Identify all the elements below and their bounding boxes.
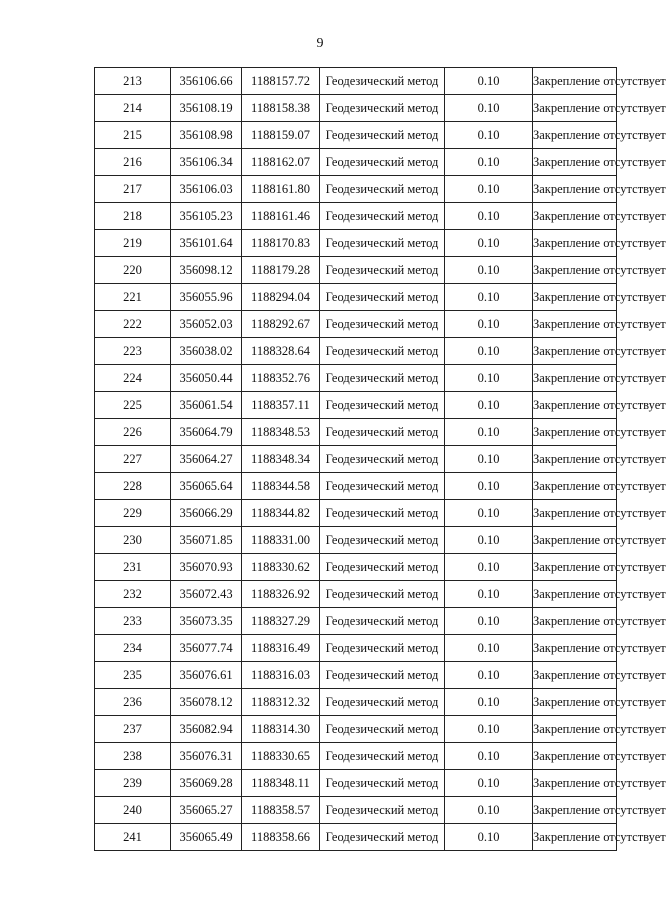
point-number-cell: 234 xyxy=(95,635,171,662)
method-cell: Геодезический метод xyxy=(320,608,445,635)
y-coordinate-cell: 1188294.04 xyxy=(242,284,320,311)
point-number-cell: 229 xyxy=(95,500,171,527)
point-number-cell: 218 xyxy=(95,203,171,230)
x-coordinate-cell: 356076.31 xyxy=(171,743,242,770)
table-row xyxy=(95,500,617,527)
fixing-note-cell: Закрепление отсутствует xyxy=(533,419,617,446)
method-cell: Геодезический метод xyxy=(320,68,445,95)
y-coordinate-cell: 1188158.38 xyxy=(242,95,320,122)
method-cell: Геодезический метод xyxy=(320,230,445,257)
method-cell: Геодезический метод xyxy=(320,122,445,149)
point-number-cell: 237 xyxy=(95,716,171,743)
fixing-note-cell: Закрепление отсутствует xyxy=(533,500,617,527)
table-row xyxy=(95,176,617,203)
y-coordinate-cell: 1188161.80 xyxy=(242,176,320,203)
accuracy-cell: 0.10 xyxy=(445,230,533,257)
point-number-cell: 239 xyxy=(95,770,171,797)
fixing-note-cell: Закрепление отсутствует xyxy=(533,608,617,635)
accuracy-cell: 0.10 xyxy=(445,284,533,311)
y-coordinate-cell: 1188348.34 xyxy=(242,446,320,473)
accuracy-cell: 0.10 xyxy=(445,203,533,230)
table-row xyxy=(95,635,617,662)
point-number-cell: 238 xyxy=(95,743,171,770)
accuracy-cell: 0.10 xyxy=(445,554,533,581)
fixing-note-cell: Закрепление отсутствует xyxy=(533,581,617,608)
coordinates-table-body xyxy=(95,68,666,851)
table-row xyxy=(95,95,617,122)
fixing-note-cell: Закрепление отсутствует xyxy=(533,770,617,797)
table-row xyxy=(95,581,617,608)
fixing-note-cell: Закрепление отсутствует xyxy=(533,338,617,365)
table-row xyxy=(95,419,617,446)
method-cell: Геодезический метод xyxy=(320,419,445,446)
table-row xyxy=(95,689,617,716)
method-cell: Геодезический метод xyxy=(320,338,445,365)
y-coordinate-cell: 1188161.46 xyxy=(242,203,320,230)
method-cell: Геодезический метод xyxy=(320,149,445,176)
fixing-note-cell: Закрепление отсутствует xyxy=(533,257,617,284)
y-coordinate-cell: 1188316.03 xyxy=(242,662,320,689)
page-number: 9 xyxy=(316,36,324,51)
table-row xyxy=(95,473,617,500)
y-coordinate-cell: 1188330.65 xyxy=(242,743,320,770)
method-cell: Геодезический метод xyxy=(320,176,445,203)
point-number-cell: 230 xyxy=(95,527,171,554)
table-row xyxy=(95,743,617,770)
table-row xyxy=(95,284,617,311)
method-cell: Геодезический метод xyxy=(320,446,445,473)
accuracy-cell: 0.10 xyxy=(445,662,533,689)
table-row xyxy=(95,662,617,689)
method-cell: Геодезический метод xyxy=(320,797,445,824)
accuracy-cell: 0.10 xyxy=(445,95,533,122)
method-cell: Геодезический метод xyxy=(320,203,445,230)
x-coordinate-cell: 356070.93 xyxy=(171,554,242,581)
table-row xyxy=(95,338,617,365)
accuracy-cell: 0.10 xyxy=(445,797,533,824)
table-row xyxy=(95,527,617,554)
table-row xyxy=(95,311,617,338)
x-coordinate-cell: 356055.96 xyxy=(171,284,242,311)
point-number-cell: 225 xyxy=(95,392,171,419)
coordinates-table xyxy=(94,67,666,851)
point-number-cell: 227 xyxy=(95,446,171,473)
y-coordinate-cell: 1188357.11 xyxy=(242,392,320,419)
x-coordinate-cell: 356098.12 xyxy=(171,257,242,284)
point-number-cell: 241 xyxy=(95,824,171,851)
fixing-note-cell: Закрепление отсутствует xyxy=(533,284,617,311)
method-cell: Геодезический метод xyxy=(320,95,445,122)
point-number-cell: 216 xyxy=(95,149,171,176)
x-coordinate-cell: 356064.79 xyxy=(171,419,242,446)
accuracy-cell: 0.10 xyxy=(445,122,533,149)
method-cell: Геодезический метод xyxy=(320,554,445,581)
fixing-note-cell: Закрепление отсутствует xyxy=(533,392,617,419)
y-coordinate-cell: 1188179.28 xyxy=(242,257,320,284)
fixing-note-cell: Закрепление отсутствует xyxy=(533,635,617,662)
y-coordinate-cell: 1188328.64 xyxy=(242,338,320,365)
table-row xyxy=(95,770,617,797)
x-coordinate-cell: 356065.49 xyxy=(171,824,242,851)
accuracy-cell: 0.10 xyxy=(445,689,533,716)
fixing-note-cell: Закрепление отсутствует xyxy=(533,446,617,473)
x-coordinate-cell: 356082.94 xyxy=(171,716,242,743)
y-coordinate-cell: 1188327.29 xyxy=(242,608,320,635)
x-coordinate-cell: 356071.85 xyxy=(171,527,242,554)
point-number-cell: 240 xyxy=(95,797,171,824)
x-coordinate-cell: 356061.54 xyxy=(171,392,242,419)
y-coordinate-cell: 1188358.66 xyxy=(242,824,320,851)
fixing-note-cell: Закрепление отсутствует xyxy=(533,203,617,230)
x-coordinate-cell: 356105.23 xyxy=(171,203,242,230)
accuracy-cell: 0.10 xyxy=(445,608,533,635)
accuracy-cell: 0.10 xyxy=(445,419,533,446)
y-coordinate-cell: 1188344.58 xyxy=(242,473,320,500)
x-coordinate-cell: 356069.28 xyxy=(171,770,242,797)
method-cell: Геодезический метод xyxy=(320,311,445,338)
table-row xyxy=(95,230,617,257)
method-cell: Геодезический метод xyxy=(320,392,445,419)
x-coordinate-cell: 356101.64 xyxy=(171,230,242,257)
accuracy-cell: 0.10 xyxy=(445,149,533,176)
point-number-cell: 217 xyxy=(95,176,171,203)
method-cell: Геодезический метод xyxy=(320,581,445,608)
point-number-cell: 233 xyxy=(95,608,171,635)
y-coordinate-cell: 1188331.00 xyxy=(242,527,320,554)
x-coordinate-cell: 356108.98 xyxy=(171,122,242,149)
x-coordinate-cell: 356066.29 xyxy=(171,500,242,527)
accuracy-cell: 0.10 xyxy=(445,527,533,554)
y-coordinate-cell: 1188348.11 xyxy=(242,770,320,797)
y-coordinate-cell: 1188330.62 xyxy=(242,554,320,581)
point-number-cell: 232 xyxy=(95,581,171,608)
accuracy-cell: 0.10 xyxy=(445,473,533,500)
table-row xyxy=(95,824,617,851)
point-number-cell: 220 xyxy=(95,257,171,284)
table-row xyxy=(95,392,617,419)
y-coordinate-cell: 1188314.30 xyxy=(242,716,320,743)
table-row xyxy=(95,68,617,95)
x-coordinate-cell: 356076.61 xyxy=(171,662,242,689)
accuracy-cell: 0.10 xyxy=(445,716,533,743)
x-coordinate-cell: 356078.12 xyxy=(171,689,242,716)
x-coordinate-cell: 356065.27 xyxy=(171,797,242,824)
fixing-note-cell: Закрепление отсутствует xyxy=(533,311,617,338)
fixing-note-cell: Закрепление отсутствует xyxy=(533,68,617,95)
point-number-cell: 215 xyxy=(95,122,171,149)
x-coordinate-cell: 356038.02 xyxy=(171,338,242,365)
x-coordinate-cell: 356072.43 xyxy=(171,581,242,608)
table-row xyxy=(95,203,617,230)
point-number-cell: 222 xyxy=(95,311,171,338)
fixing-note-cell: Закрепление отсутствует xyxy=(533,824,617,851)
x-coordinate-cell: 356052.03 xyxy=(171,311,242,338)
method-cell: Геодезический метод xyxy=(320,527,445,554)
table-row xyxy=(95,446,617,473)
fixing-note-cell: Закрепление отсутствует xyxy=(533,689,617,716)
accuracy-cell: 0.10 xyxy=(445,500,533,527)
accuracy-cell: 0.10 xyxy=(445,581,533,608)
point-number-cell: 219 xyxy=(95,230,171,257)
accuracy-cell: 0.10 xyxy=(445,365,533,392)
method-cell: Геодезический метод xyxy=(320,716,445,743)
point-number-cell: 224 xyxy=(95,365,171,392)
method-cell: Геодезический метод xyxy=(320,635,445,662)
method-cell: Геодезический метод xyxy=(320,662,445,689)
method-cell: Геодезический метод xyxy=(320,743,445,770)
y-coordinate-cell: 1188159.07 xyxy=(242,122,320,149)
accuracy-cell: 0.10 xyxy=(445,743,533,770)
y-coordinate-cell: 1188326.92 xyxy=(242,581,320,608)
point-number-cell: 223 xyxy=(95,338,171,365)
x-coordinate-cell: 356073.35 xyxy=(171,608,242,635)
y-coordinate-cell: 1188312.32 xyxy=(242,689,320,716)
x-coordinate-cell: 356065.64 xyxy=(171,473,242,500)
fixing-note-cell: Закрепление отсутствует xyxy=(533,149,617,176)
table-row xyxy=(95,608,617,635)
y-coordinate-cell: 1188170.83 xyxy=(242,230,320,257)
point-number-cell: 214 xyxy=(95,95,171,122)
fixing-note-cell: Закрепление отсутствует xyxy=(533,473,617,500)
table-row xyxy=(95,122,617,149)
point-number-cell: 228 xyxy=(95,473,171,500)
method-cell: Геодезический метод xyxy=(320,770,445,797)
method-cell: Геодезический метод xyxy=(320,257,445,284)
fixing-note-cell: Закрепление отсутствует xyxy=(533,176,617,203)
y-coordinate-cell: 1188348.53 xyxy=(242,419,320,446)
point-number-cell: 226 xyxy=(95,419,171,446)
accuracy-cell: 0.10 xyxy=(445,311,533,338)
y-coordinate-cell: 1188316.49 xyxy=(242,635,320,662)
table-row xyxy=(95,149,617,176)
accuracy-cell: 0.10 xyxy=(445,824,533,851)
fixing-note-cell: Закрепление отсутствует xyxy=(533,230,617,257)
method-cell: Геодезический метод xyxy=(320,284,445,311)
accuracy-cell: 0.10 xyxy=(445,392,533,419)
fixing-note-cell: Закрепление отсутствует xyxy=(533,662,617,689)
x-coordinate-cell: 356106.34 xyxy=(171,149,242,176)
point-number-cell: 235 xyxy=(95,662,171,689)
y-coordinate-cell: 1188157.72 xyxy=(242,68,320,95)
table-row xyxy=(95,554,617,581)
point-number-cell: 213 xyxy=(95,68,171,95)
point-number-cell: 221 xyxy=(95,284,171,311)
fixing-note-cell: Закрепление отсутствует xyxy=(533,554,617,581)
fixing-note-cell: Закрепление отсутствует xyxy=(533,365,617,392)
x-coordinate-cell: 356077.74 xyxy=(171,635,242,662)
x-coordinate-cell: 356106.66 xyxy=(171,68,242,95)
y-coordinate-cell: 1188292.67 xyxy=(242,311,320,338)
method-cell: Геодезический метод xyxy=(320,365,445,392)
accuracy-cell: 0.10 xyxy=(445,257,533,284)
accuracy-cell: 0.10 xyxy=(445,176,533,203)
point-number-cell: 231 xyxy=(95,554,171,581)
y-coordinate-cell: 1188344.82 xyxy=(242,500,320,527)
point-number-cell: 236 xyxy=(95,689,171,716)
y-coordinate-cell: 1188162.07 xyxy=(242,149,320,176)
method-cell: Геодезический метод xyxy=(320,473,445,500)
method-cell: Геодезический метод xyxy=(320,689,445,716)
y-coordinate-cell: 1188352.76 xyxy=(242,365,320,392)
table-row xyxy=(95,716,617,743)
fixing-note-cell: Закрепление отсутствует xyxy=(533,527,617,554)
x-coordinate-cell: 356064.27 xyxy=(171,446,242,473)
table-row xyxy=(95,365,617,392)
method-cell: Геодезический метод xyxy=(320,500,445,527)
accuracy-cell: 0.10 xyxy=(445,446,533,473)
fixing-note-cell: Закрепление отсутствует xyxy=(533,716,617,743)
table-row xyxy=(95,797,617,824)
table-row xyxy=(95,257,617,284)
accuracy-cell: 0.10 xyxy=(445,68,533,95)
accuracy-cell: 0.10 xyxy=(445,635,533,662)
fixing-note-cell: Закрепление отсутствует xyxy=(533,122,617,149)
accuracy-cell: 0.10 xyxy=(445,338,533,365)
method-cell: Геодезический метод xyxy=(320,824,445,851)
y-coordinate-cell: 1188358.57 xyxy=(242,797,320,824)
fixing-note-cell: Закрепление отсутствует xyxy=(533,797,617,824)
x-coordinate-cell: 356108.19 xyxy=(171,95,242,122)
fixing-note-cell: Закрепление отсутствует xyxy=(533,95,617,122)
fixing-note-cell: Закрепление отсутствует xyxy=(533,743,617,770)
x-coordinate-cell: 356050.44 xyxy=(171,365,242,392)
accuracy-cell: 0.10 xyxy=(445,770,533,797)
x-coordinate-cell: 356106.03 xyxy=(171,176,242,203)
